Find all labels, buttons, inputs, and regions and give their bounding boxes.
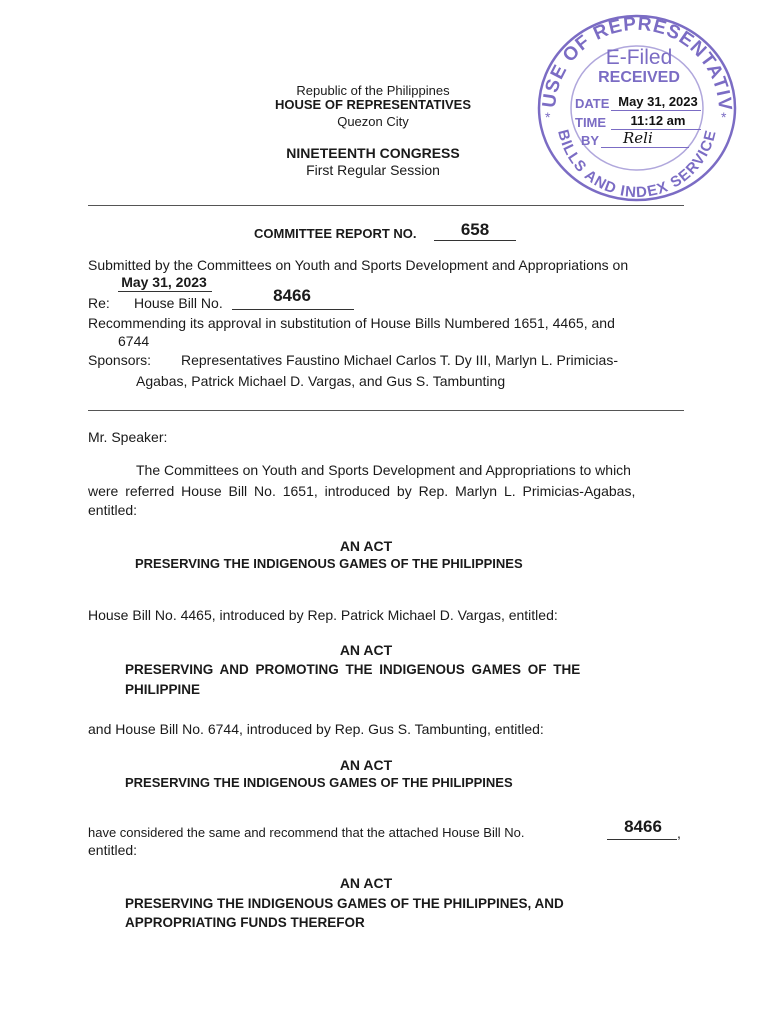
para4-number-underline — [607, 839, 677, 840]
act3-title: PRESERVING THE INDIGENOUS GAMES OF THE PHILIPPINES — [125, 775, 513, 790]
session-line: First Regular Session — [306, 162, 440, 178]
house-line: HOUSE OF REPRESENTATIVES — [275, 97, 471, 112]
para1-line3: entitled: — [88, 502, 138, 518]
stamp-signature: Reli — [623, 129, 653, 147]
para4-comma: , — [677, 825, 681, 841]
submitted-date: May 31, 2023 — [121, 274, 207, 290]
act3-heading: AN ACT — [339, 757, 393, 773]
sponsors-line2: Agabas, Patrick Michael D. Vargas, and Gus S. Tambunting — [136, 373, 506, 389]
report-number-underline — [434, 240, 516, 241]
act4-heading: AN ACT — [339, 875, 393, 891]
stamp-time-label: TIME — [575, 115, 607, 130]
para4-text: have considered the same and recommend that the attached House Bill No. — [88, 825, 525, 840]
hb-number-underline — [232, 309, 354, 310]
para2: House Bill No. 4465, introduced by Rep. Patrick Michael D. Vargas, entitled: — [88, 607, 558, 623]
para1-line2: were referred House Bill No. 1651, introduced by Rep. Marlyn L. Primicias-Agabas, — [88, 483, 636, 499]
stamp-date-line — [611, 110, 701, 111]
divider-middle — [88, 410, 684, 411]
stamp-date-value: May 31, 2023 — [618, 94, 698, 109]
stamp-star-left: * — [545, 109, 551, 125]
stamp-ring-bottom: BILLS AND INDEX SERVICE — [554, 127, 720, 202]
para3: and House Bill No. 6744, introduced by Rep. Gus S. Tambunting, entitled: — [88, 721, 544, 737]
re-label: Re: — [88, 295, 110, 311]
committee-report-label: COMMITTEE REPORT NO. — [254, 226, 417, 241]
stamp-star-right: * — [721, 109, 727, 125]
submitted-date-underline — [118, 291, 212, 292]
city-line: Quezon City — [337, 114, 409, 129]
stamp-efiled: E-Filed — [605, 46, 673, 69]
submitted-line: Submitted by the Committees on Youth and Sports Development and Appropriations on — [88, 257, 629, 273]
hb-number: 8466 — [273, 286, 311, 305]
act4-title-line1: PRESERVING THE INDIGENOUS GAMES OF THE PHILIPPINES, AND — [125, 896, 564, 911]
re-text: House Bill No. — [134, 295, 223, 311]
divider-top — [88, 205, 684, 206]
act2-title-line1: PRESERVING AND PROMOTING THE INDIGENOUS GAMES OF THE — [125, 662, 581, 677]
recommending-line2: 6744 — [118, 333, 150, 349]
stamp-received: RECEIVED — [598, 69, 680, 86]
stamp-time-value: 11:12 am — [630, 113, 686, 128]
act4-title-line2: APPROPRIATING FUNDS THEREFOR — [125, 915, 365, 930]
act2-heading: AN ACT — [339, 642, 393, 658]
congress-line: NINETEENTH CONGRESS — [286, 145, 460, 161]
act2-title-line2: PHILIPPINE — [125, 682, 201, 697]
stamp-by-line — [601, 147, 689, 148]
report-number: 658 — [460, 220, 490, 239]
para4-number: 8466 — [624, 817, 662, 836]
para4-line2: entitled: — [88, 842, 138, 858]
sponsors-label: Sponsors: — [88, 352, 152, 368]
act1-title: PRESERVING THE INDIGENOUS GAMES OF THE PHILIPPINES — [135, 556, 523, 571]
salutation: Mr. Speaker: — [88, 429, 168, 445]
stamp-ring-top: USE OF REPRESENTATIV — [538, 13, 736, 112]
stamp-by-label: BY — [581, 133, 600, 148]
received-stamp — [535, 12, 739, 202]
act1-heading: AN ACT — [339, 538, 393, 554]
para1-line1: The Committees on Youth and Sports Development and Appropriations to which — [136, 462, 631, 478]
sponsors-line1: Representatives Faustino Michael Carlos T. Dy III, Marlyn L. Primicias- — [181, 352, 618, 368]
stamp-date-label: DATE — [575, 96, 610, 111]
recommending-line1: Recommending its approval in substitution of House Bills Numbered 1651, 4465, and — [88, 315, 615, 331]
republic-line: Republic of the Philippines — [296, 83, 450, 98]
